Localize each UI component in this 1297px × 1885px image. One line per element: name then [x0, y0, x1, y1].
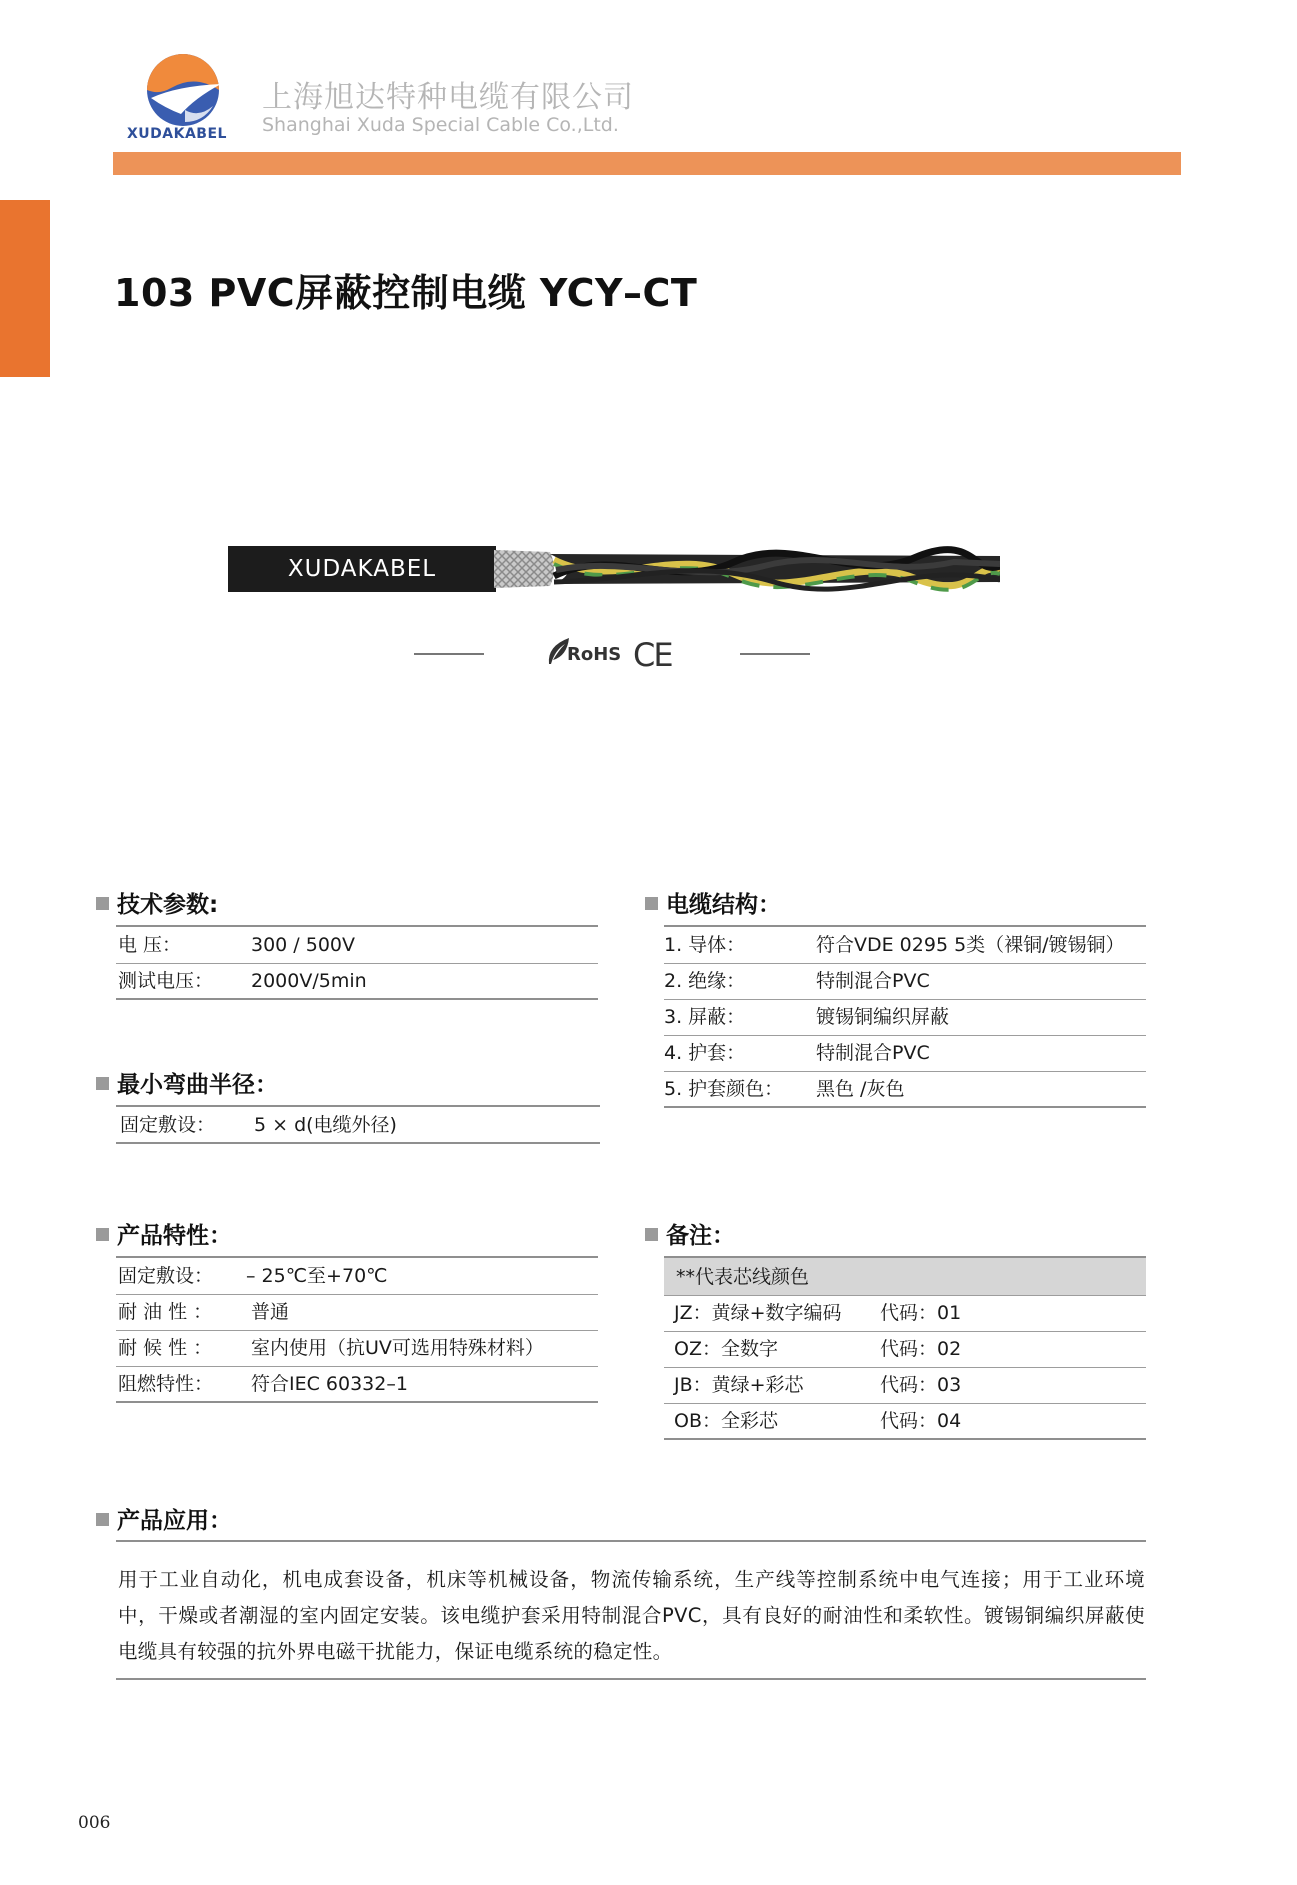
min-bend-rule — [116, 1105, 600, 1107]
feature-label: 阻燃特性： — [118, 1373, 214, 1395]
notes-heading-text: 备注： — [666, 1223, 735, 1249]
tech-params-heading-text: 技术参数: — [117, 892, 219, 918]
param-label: 固定敷设： — [120, 1114, 216, 1136]
bullet-square-icon — [96, 897, 109, 910]
bullet-square-icon — [96, 1513, 109, 1526]
features-heading-text: 产品特性： — [117, 1223, 232, 1249]
table-row — [116, 1259, 598, 1295]
notes-header-row — [664, 1258, 1146, 1296]
feature-label: 耐 候 性 ： — [118, 1337, 213, 1359]
note-label: JZ：黄绿+数字编码 — [674, 1302, 842, 1324]
structure-value: 符合VDE 0295 5类（裸铜/镀锡铜） — [816, 934, 1125, 956]
table-row — [664, 964, 1146, 1000]
structure-value: 镀锡铜编织屏蔽 — [816, 1006, 950, 1028]
note-label: JB：黄绿+彩芯 — [674, 1374, 804, 1396]
application-heading-text: 产品应用： — [117, 1508, 232, 1534]
page-number: 006 — [78, 1813, 111, 1833]
company-name-cn: 上海旭达特种电缆有限公司 — [262, 80, 634, 115]
bullet-square-icon — [96, 1228, 109, 1241]
table-row — [664, 1368, 1146, 1404]
note-code: 代码：02 — [880, 1338, 962, 1360]
table-row — [664, 1404, 1146, 1440]
table-row — [664, 1072, 1146, 1108]
feature-value: 普通 — [251, 1301, 290, 1323]
structure-label: 3. 屏蔽： — [664, 1006, 746, 1028]
structure-label: 4. 护套： — [664, 1042, 746, 1064]
application-heading — [96, 1502, 232, 1535]
table-row — [116, 1331, 598, 1367]
structure-label: 5. 护套颜色： — [664, 1078, 784, 1100]
param-label: 电 压： — [118, 934, 182, 956]
features-heading — [96, 1217, 232, 1250]
min-bend-heading — [96, 1066, 278, 1099]
features-rule — [116, 1256, 598, 1258]
cert-divider-left — [414, 653, 484, 655]
structure-rule — [664, 925, 1146, 927]
ce-mark: CE — [633, 636, 672, 674]
table-row — [116, 1108, 600, 1144]
structure-value: 特制混合PVC — [816, 970, 930, 992]
application-rule-bottom — [116, 1678, 1146, 1680]
bullet-square-icon — [96, 1077, 109, 1090]
product-title: 103 PVC屏蔽控制电缆 YCY–CT — [114, 271, 698, 315]
min-bend-heading-text: 最小弯曲半径： — [117, 1072, 278, 1098]
feature-value: – 25℃至+70℃ — [246, 1265, 388, 1287]
structure-value: 特制混合PVC — [816, 1042, 930, 1064]
logo-wordmark: XUDAKABEL — [127, 126, 227, 142]
param-label: 测试电压： — [118, 970, 214, 992]
cable-shield-and-cores — [494, 540, 1000, 598]
table-row — [116, 928, 598, 964]
notes-heading — [645, 1217, 735, 1250]
feature-value: 室内使用（抗UV可选用特殊材料） — [251, 1337, 544, 1359]
application-rule-top — [116, 1540, 1146, 1542]
structure-label: 2. 绝缘： — [664, 970, 746, 992]
structure-label: 1. 导体： — [664, 934, 746, 956]
tech-params-rule — [116, 925, 598, 927]
company-name-en: Shanghai Xuda Special Cable Co.,Ltd. — [262, 114, 619, 136]
tech-params-heading — [96, 886, 218, 919]
table-row — [116, 1295, 598, 1331]
feature-label: 耐 油 性 ： — [118, 1301, 213, 1323]
rohs-mark — [545, 636, 621, 666]
application-text: 用于工业自动化，机电成套设备，机床等机械设备，物流传输系统，生产线等控制系统中电气连接；用于工业环境中，干燥或者潮湿的室内固定安装。该电缆护套采用特制混合PVC，具有良好的耐油性和柔软性。镀锡铜编织屏蔽使电缆具有较强的抗外界电磁干扰能力，保证电缆系统的稳定性。 — [118, 1568, 1145, 1663]
param-value: 2000V/5min — [251, 970, 367, 992]
note-code: 代码：01 — [880, 1302, 962, 1324]
bullet-square-icon — [645, 1228, 658, 1241]
feature-label: 固定敷设： — [118, 1265, 214, 1287]
bullet-square-icon — [645, 897, 658, 910]
param-value: 300 / 500V — [251, 934, 356, 956]
side-tab — [0, 200, 50, 377]
cert-divider-right — [740, 653, 810, 655]
table-row — [664, 1036, 1146, 1072]
notes-header-text: **代表芯线颜色 — [676, 1266, 810, 1288]
param-value: 5 × d(电缆外径) — [254, 1114, 397, 1136]
rohs-label: RoHS — [567, 644, 622, 665]
table-row — [664, 1000, 1146, 1036]
note-code: 代码：03 — [880, 1374, 962, 1396]
table-row — [116, 1367, 598, 1403]
table-row — [664, 1332, 1146, 1368]
header-accent-bar — [113, 152, 1181, 175]
table-row — [116, 964, 598, 1000]
cable-image — [228, 540, 1000, 598]
structure-value: 黑色 /灰色 — [816, 1078, 905, 1100]
cable-print: XUDAKABEL — [287, 556, 437, 582]
structure-heading — [645, 886, 781, 919]
structure-heading-text: 电缆结构： — [666, 892, 781, 918]
note-label: OB：全彩芯 — [674, 1410, 778, 1432]
note-label: OZ：全数字 — [674, 1338, 778, 1360]
table-row — [664, 928, 1146, 964]
feature-value: 符合IEC 60332–1 — [251, 1373, 408, 1395]
note-code: 代码：04 — [880, 1410, 962, 1432]
table-row — [664, 1296, 1146, 1332]
